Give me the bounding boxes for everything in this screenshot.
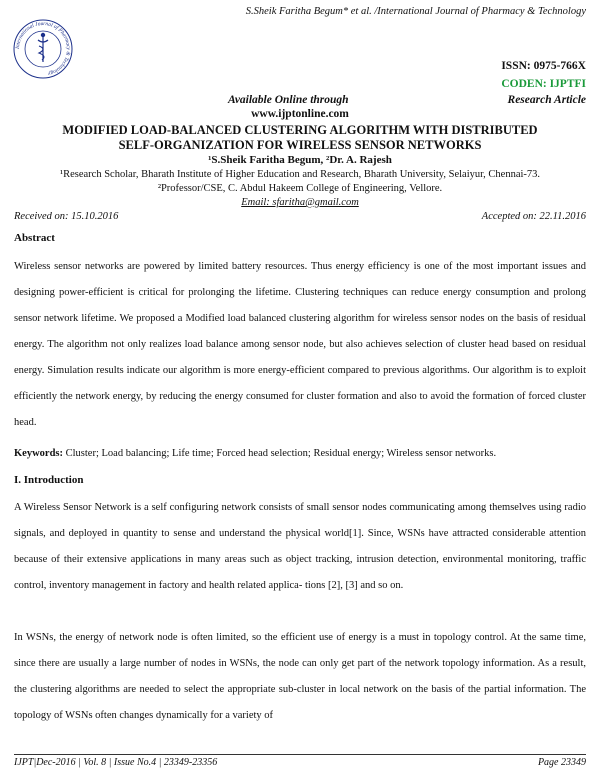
affiliation-2: ²Professor/CSE, C. Abdul Hakeem College of Engineering, Vellore. [157,183,443,194]
author-email[interactable]: Email: sfaritha@gmail.com [241,197,359,208]
article-title [20,123,580,153]
keywords-label: Keywords: [14,448,63,459]
footer-citation: IJPT|Dec-2016 | Vol. 8 | Issue No.4 | 23349-23356 [14,757,218,768]
affiliation-1: ¹Research Scholar, Bharath Institute of Higher Education and Research, Bharath University, Selaiyur, Chennai-73. [59,169,541,180]
introduction-paragraph-2: In WSNs, the energy of network node is often limited, so the efficient use of energy is a must in topology control. At the same time, since there are usually a large number of nodes in WSNs, the node can only get part of the network topology information. As a result, the clustering algorithms are needed to select the appropriate sub-cluster in local network on the basis of the partial information. The topology of WSNs often changes dynamically for a variety of [14,632,586,721]
caduceus-icon [38,33,48,62]
introduction-heading: I. Introduction [14,474,84,486]
footer-divider [14,754,586,755]
accepted-date: Accepted on: 22.11.2016 [481,211,586,222]
abstract-text: Wireless sensor networks are powered by limited battery resources. Thus energy efficiency is one of the most important issues and designing power-efficient is critical for prolonging the lifetime. Clustering techniques can reduce energy consumption and prolong sensor network lifetime. We proposed a Modified load balanced clustering algorithm for wireless sensor nodes on the basis of residual energy. The algorithm not only realizes load balance among sensor node, but also achieves selection of cluster head based on residual energy. Simulation results indicate our algorithm is more energy-efficient compared to previous algorithms. Our algorithm is to exploit efficiently the network energy, by reducing the energy consumed for cluster formation and also to avoid the formation of forced cluster head. [14,261,586,428]
issn: ISSN: 0975-766X [501,60,586,72]
article-type: Research Article [507,94,586,106]
coden: CODEN: IJPTFI [501,78,586,90]
journal-logo [12,18,74,80]
introduction-paragraph-1: A Wireless Sensor Network is a self configuring network consists of small sensor nodes communicating among themselves using radio signals, and deployed in quantity to sense and understand the physical world[1]. Since, WSNs have attracted considerable attention because of their extensive applications in many areas such as object tracking, intrusion detection, environmental monitoring, traffic control, inventory management in factory and health related applica- tions [2], [3] and so on. [14,502,586,591]
page-number: Page 23349 [537,757,586,768]
available-online: Available Online through [228,94,349,106]
running-head: S.Sheik Faritha Begum* et al. /International Journal of Pharmacy & Technology [245,6,586,17]
title-line-2: SELF-ORGANIZATION FOR WIRELESS SENSOR NETWORKS [118,138,482,152]
abstract-heading: Abstract [14,232,55,244]
received-date: Received on: 15.10.2016 [14,211,119,222]
logo-text: International Journal of Pharmacy & Technology [14,20,72,77]
title-line-1: MODIFIED LOAD-BALANCED CLUSTERING ALGORITHM WITH DISTRIBUTED [62,123,538,137]
authors: ¹S.Sheik Faritha Begum, ²Dr. A. Rajesh [208,154,392,166]
keywords-list: Cluster; Load balancing; Life time; Forced head selection; Residual energy; Wireless sensor networks. [63,448,497,459]
journal-website[interactable]: www.ijptonline.com [251,108,349,120]
keywords [14,448,496,459]
